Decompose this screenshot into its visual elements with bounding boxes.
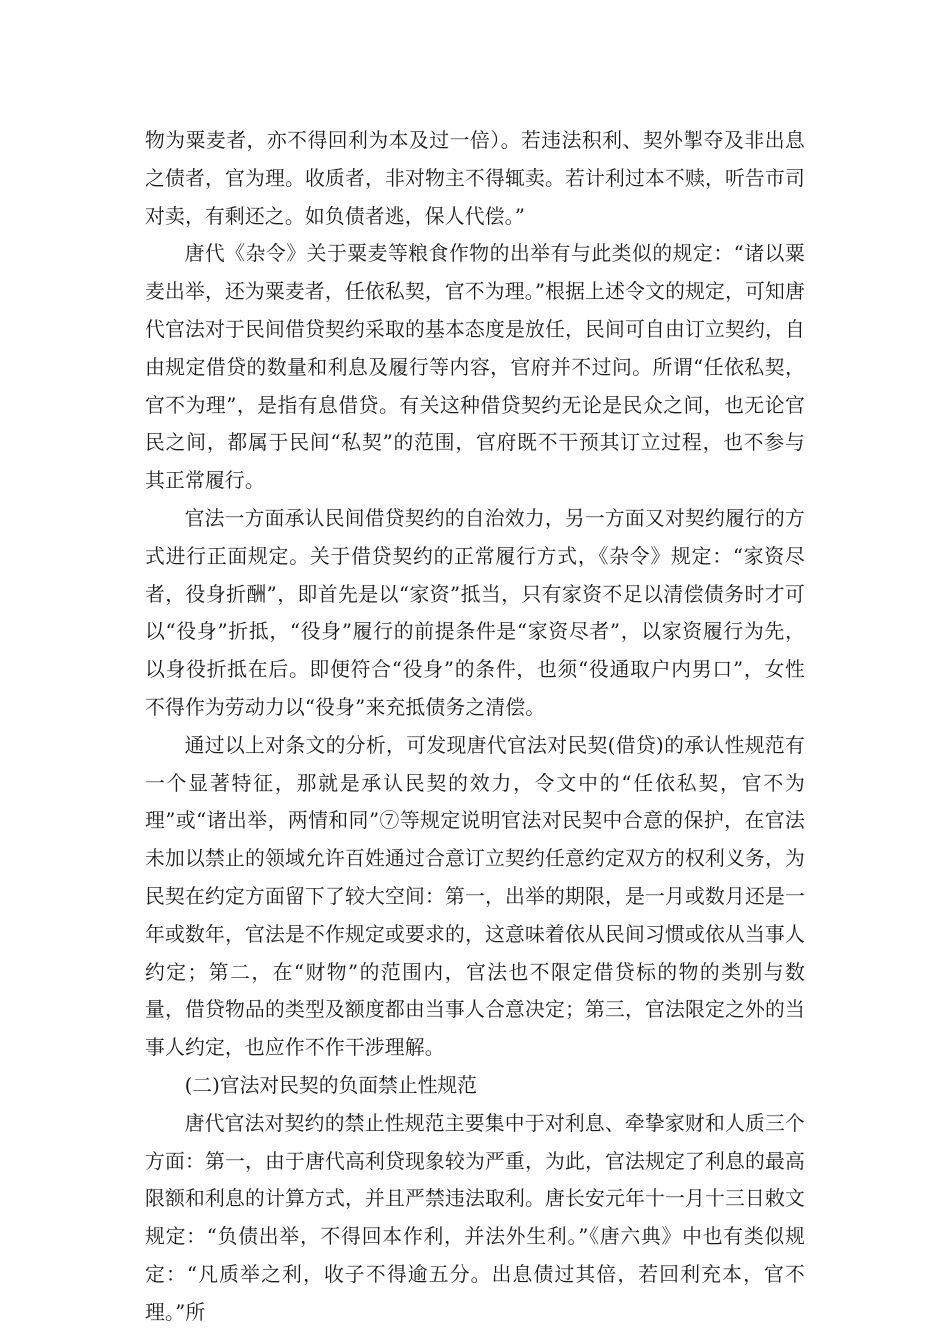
paragraph-3: 官法一方面承认民间借贷契约的自治效力，另一方面又对契约履行的方式进行正面规定。关于借贷契约的正常履行方式，《杂令》规定：“家资尽者，役身折酬”，即首先是以“家资”抵当，只有家资不足以清偿债务时才可以“役身”折抵，“役身”履行的前提条件是“家资尽者”，以家资履行为先，以身役折抵在后。即便符合“役身”的条件，也须“役通取户内男口”，女性不得作为劳动力以“役身”来充抵债务之清偿。 — [145, 506, 805, 719]
paragraph-4: 通过以上对条文的分析，可发现唐代官法对民契(借贷)的承认性规范有一个显著特征，那就是承认民契的效力，令文中的“任依私契，官不为理”或“诸出举，两情和同”⑦等规定说明官法对民契中合意的保护，在官法未加以禁止的领域允许百姓通过合意订立契约任意约定双方的权利义务，为民契在约定方面留下了较大空间：第一，出举的期限，是一月或数月还是一年或数年，官法是不作规定或要求的，这意味着依从民间习惯或依从当事人约定；第二，在“财物”的范围内，官法也不限定借贷标的物的类别与数量，借贷物品的类型及额度都由当事人合意决定；第三，官法限定之外的当事人约定，也应作不作干涉理解。 — [145, 733, 805, 1060]
document-page — [145, 122, 805, 1332]
paragraph-2: 唐代《杂令》关于粟麦等粮食作物的出举有与此类似的规定：“诸以粟麦出举，还为粟麦者，任依私契，官不为理。”根据上述令文的规定，可知唐代官法对于民间借贷契约采取的基本态度是放任，民间可自由订立契约，自由规定借贷的数量和利息及履行等内容，官府并不过问。所谓“任依私契，官不为理”，是指有息借贷。有关这种借贷契约无论是民众之间，也无论官民之间，都属于民间“私契”的范围，官府既不干预其订立过程，也不参与其正常履行。 — [145, 242, 805, 493]
section-heading: (二)官法对民契的负面禁止性规范 — [184, 1073, 477, 1097]
paragraph-1: 物为粟麦者，亦不得回利为本及过一倍）。若违法积利、契外掣夺及非出息之债者，官为理。收质者，非对物主不得辄卖。若计利过本不赎，听告市司对卖，有剩还之。如负债者逃，保人代偿。” — [145, 129, 805, 228]
paragraph-5: 唐代官法对契约的禁止性规范主要集中于对利息、牵挚家财和人质三个方面：第一，由于唐代高利贷现象较为严重，为此，官法规定了利息的最高限额和利息的计算方式，并且严禁违法取利。唐长安元年十一月十三日敕文规定：“负债出举，不得回本作利，并法外生利。”《唐六典》中也有类似规定：“凡质举之利，收子不得逾五分。出息债过其倍，若回利充本，官不理。”所 — [145, 1111, 805, 1324]
